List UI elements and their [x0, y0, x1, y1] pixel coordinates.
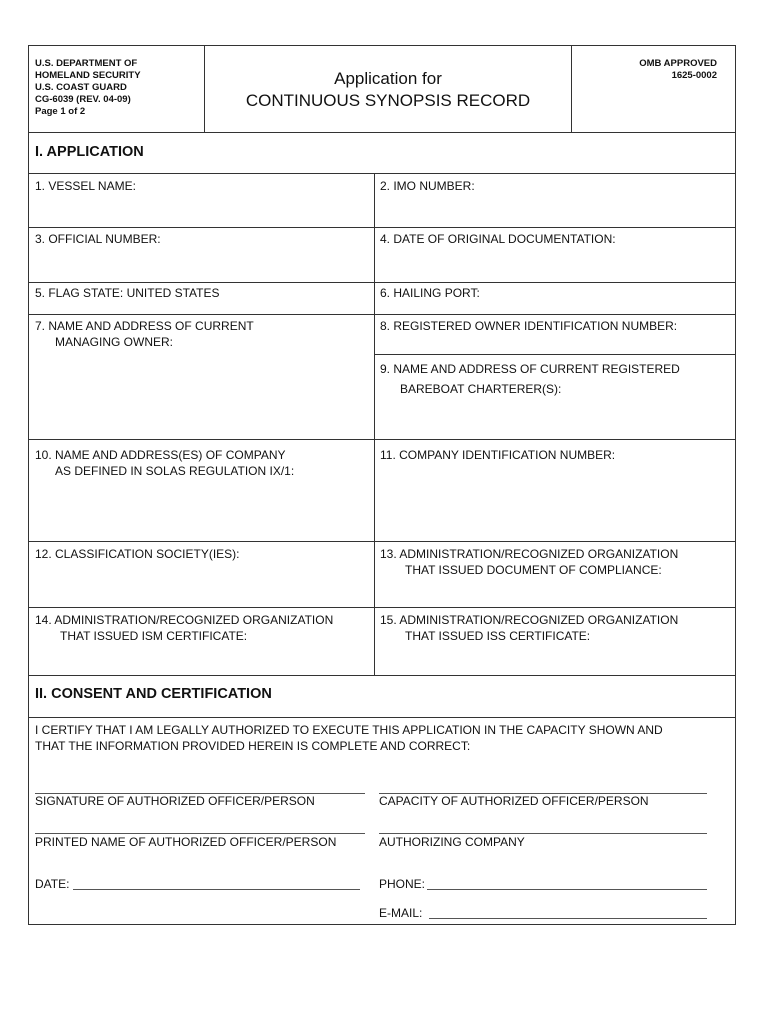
ism-certificate-field[interactable]: [35, 612, 333, 644]
omb-block: [639, 58, 717, 82]
company-line[interactable]: [379, 833, 707, 834]
column-divider: [374, 173, 375, 675]
date-label: DATE:: [35, 877, 70, 891]
header-divider-right: [571, 46, 572, 132]
hailing-port-field[interactable]: 6. HAILING PORT:: [380, 286, 480, 300]
section-consent-title: II. CONSENT AND CERTIFICATION: [35, 686, 272, 702]
omb-number: 1625-0002: [671, 70, 717, 81]
official-number-field[interactable]: 3. OFFICIAL NUMBER:: [35, 232, 161, 246]
managing-owner-label: 7. NAME AND ADDRESS OF CURRENT: [35, 319, 254, 333]
company-address-label-cont: AS DEFINED IN SOLAS REGULATION IX/1:: [55, 464, 295, 478]
row-rule: [29, 314, 735, 315]
capacity-label: CAPACITY OF AUTHORIZED OFFICER/PERSON: [379, 794, 649, 808]
agency-block: [35, 58, 141, 118]
row-rule: [29, 541, 735, 542]
agency-line: U.S. DEPARTMENT OF: [35, 58, 138, 69]
doc-compliance-field[interactable]: [380, 546, 678, 578]
row-rule: [374, 354, 735, 355]
bareboat-charterer-label: 9. NAME AND ADDRESS OF CURRENT REGISTERED: [380, 362, 680, 376]
form-title: [205, 68, 571, 112]
company-id-field[interactable]: 11. COMPANY IDENTIFICATION NUMBER:: [380, 448, 616, 462]
certification-statement: [35, 722, 725, 754]
date-original-documentation-field[interactable]: 4. DATE OF ORIGINAL DOCUMENTATION:: [380, 232, 616, 246]
phone-line[interactable]: [427, 889, 707, 890]
managing-owner-label-cont: MANAGING OWNER:: [55, 335, 174, 349]
row-rule: [29, 675, 735, 676]
managing-owner-field[interactable]: [35, 318, 254, 350]
section-rule: [29, 717, 735, 718]
section-rule: [29, 173, 735, 174]
email-label: E-MAIL:: [379, 906, 423, 920]
row-rule: [29, 439, 735, 440]
vessel-name-field[interactable]: 1. VESSEL NAME:: [35, 179, 136, 193]
date-line[interactable]: [73, 889, 360, 890]
bareboat-charterer-label-cont: BAREBOAT CHARTERER(S):: [400, 382, 562, 396]
form-title-line2: CONTINUOUS SYNOPSIS RECORD: [245, 91, 531, 110]
doc-compliance-label: 13. ADMINISTRATION/RECOGNIZED ORGANIZATION: [380, 547, 679, 561]
agency-line: U.S. COAST GUARD: [35, 82, 127, 93]
company-address-field[interactable]: [35, 447, 294, 479]
row-rule: [29, 282, 735, 283]
doc-compliance-label-cont: THAT ISSUED DOCUMENT OF COMPLIANCE:: [405, 563, 662, 577]
section-application-title: I. APPLICATION: [35, 144, 144, 160]
authorizing-company-label: AUTHORIZING COMPANY: [379, 835, 525, 849]
printed-name-label: PRINTED NAME OF AUTHORIZED OFFICER/PERSON: [35, 835, 337, 849]
bareboat-charterer-field[interactable]: [380, 359, 680, 399]
certification-line: THAT THE INFORMATION PROVIDED HEREIN IS COMPLETE AND CORRECT:: [35, 739, 471, 753]
page-number: Page 1 of 2: [35, 106, 86, 117]
omb-approved: OMB APPROVED: [639, 58, 717, 69]
imo-number-field[interactable]: 2. IMO NUMBER:: [380, 179, 475, 193]
ism-certificate-label-cont: THAT ISSUED ISM CERTIFICATE:: [60, 629, 248, 643]
iss-certificate-label: 15. ADMINISTRATION/RECOGNIZED ORGANIZATION: [380, 613, 679, 627]
classification-society-field[interactable]: 12. CLASSIFICATION SOCIETY(IES):: [35, 547, 240, 561]
header-bottom-rule: [29, 132, 735, 133]
phone-label: PHONE:: [379, 877, 426, 891]
iss-certificate-label-cont: THAT ISSUED ISS CERTIFICATE:: [405, 629, 591, 643]
form-number: CG-6039 (REV. 04-09): [35, 94, 131, 105]
row-rule: [29, 227, 735, 228]
signature-label: SIGNATURE OF AUTHORIZED OFFICER/PERSON: [35, 794, 315, 808]
row-rule: [29, 607, 735, 608]
company-address-label: 10. NAME AND ADDRESS(ES) OF COMPANY: [35, 448, 286, 462]
certification-line: I CERTIFY THAT I AM LEGALLY AUTHORIZED TO EXECUTE THIS APPLICATION IN THE CAPACITY SHOWN AND: [35, 723, 663, 737]
application-form: [28, 45, 736, 925]
flag-state-field[interactable]: 5. FLAG STATE: UNITED STATES: [35, 286, 220, 300]
ism-certificate-label: 14. ADMINISTRATION/RECOGNIZED ORGANIZATION: [35, 613, 334, 627]
form-title-line1: Application for: [334, 69, 442, 88]
registered-owner-id-field[interactable]: 8. REGISTERED OWNER IDENTIFICATION NUMBER:: [380, 319, 678, 333]
printed-name-line[interactable]: [35, 833, 365, 834]
iss-certificate-field[interactable]: [380, 612, 678, 644]
email-line[interactable]: [429, 918, 707, 919]
agency-line: HOMELAND SECURITY: [35, 70, 141, 81]
